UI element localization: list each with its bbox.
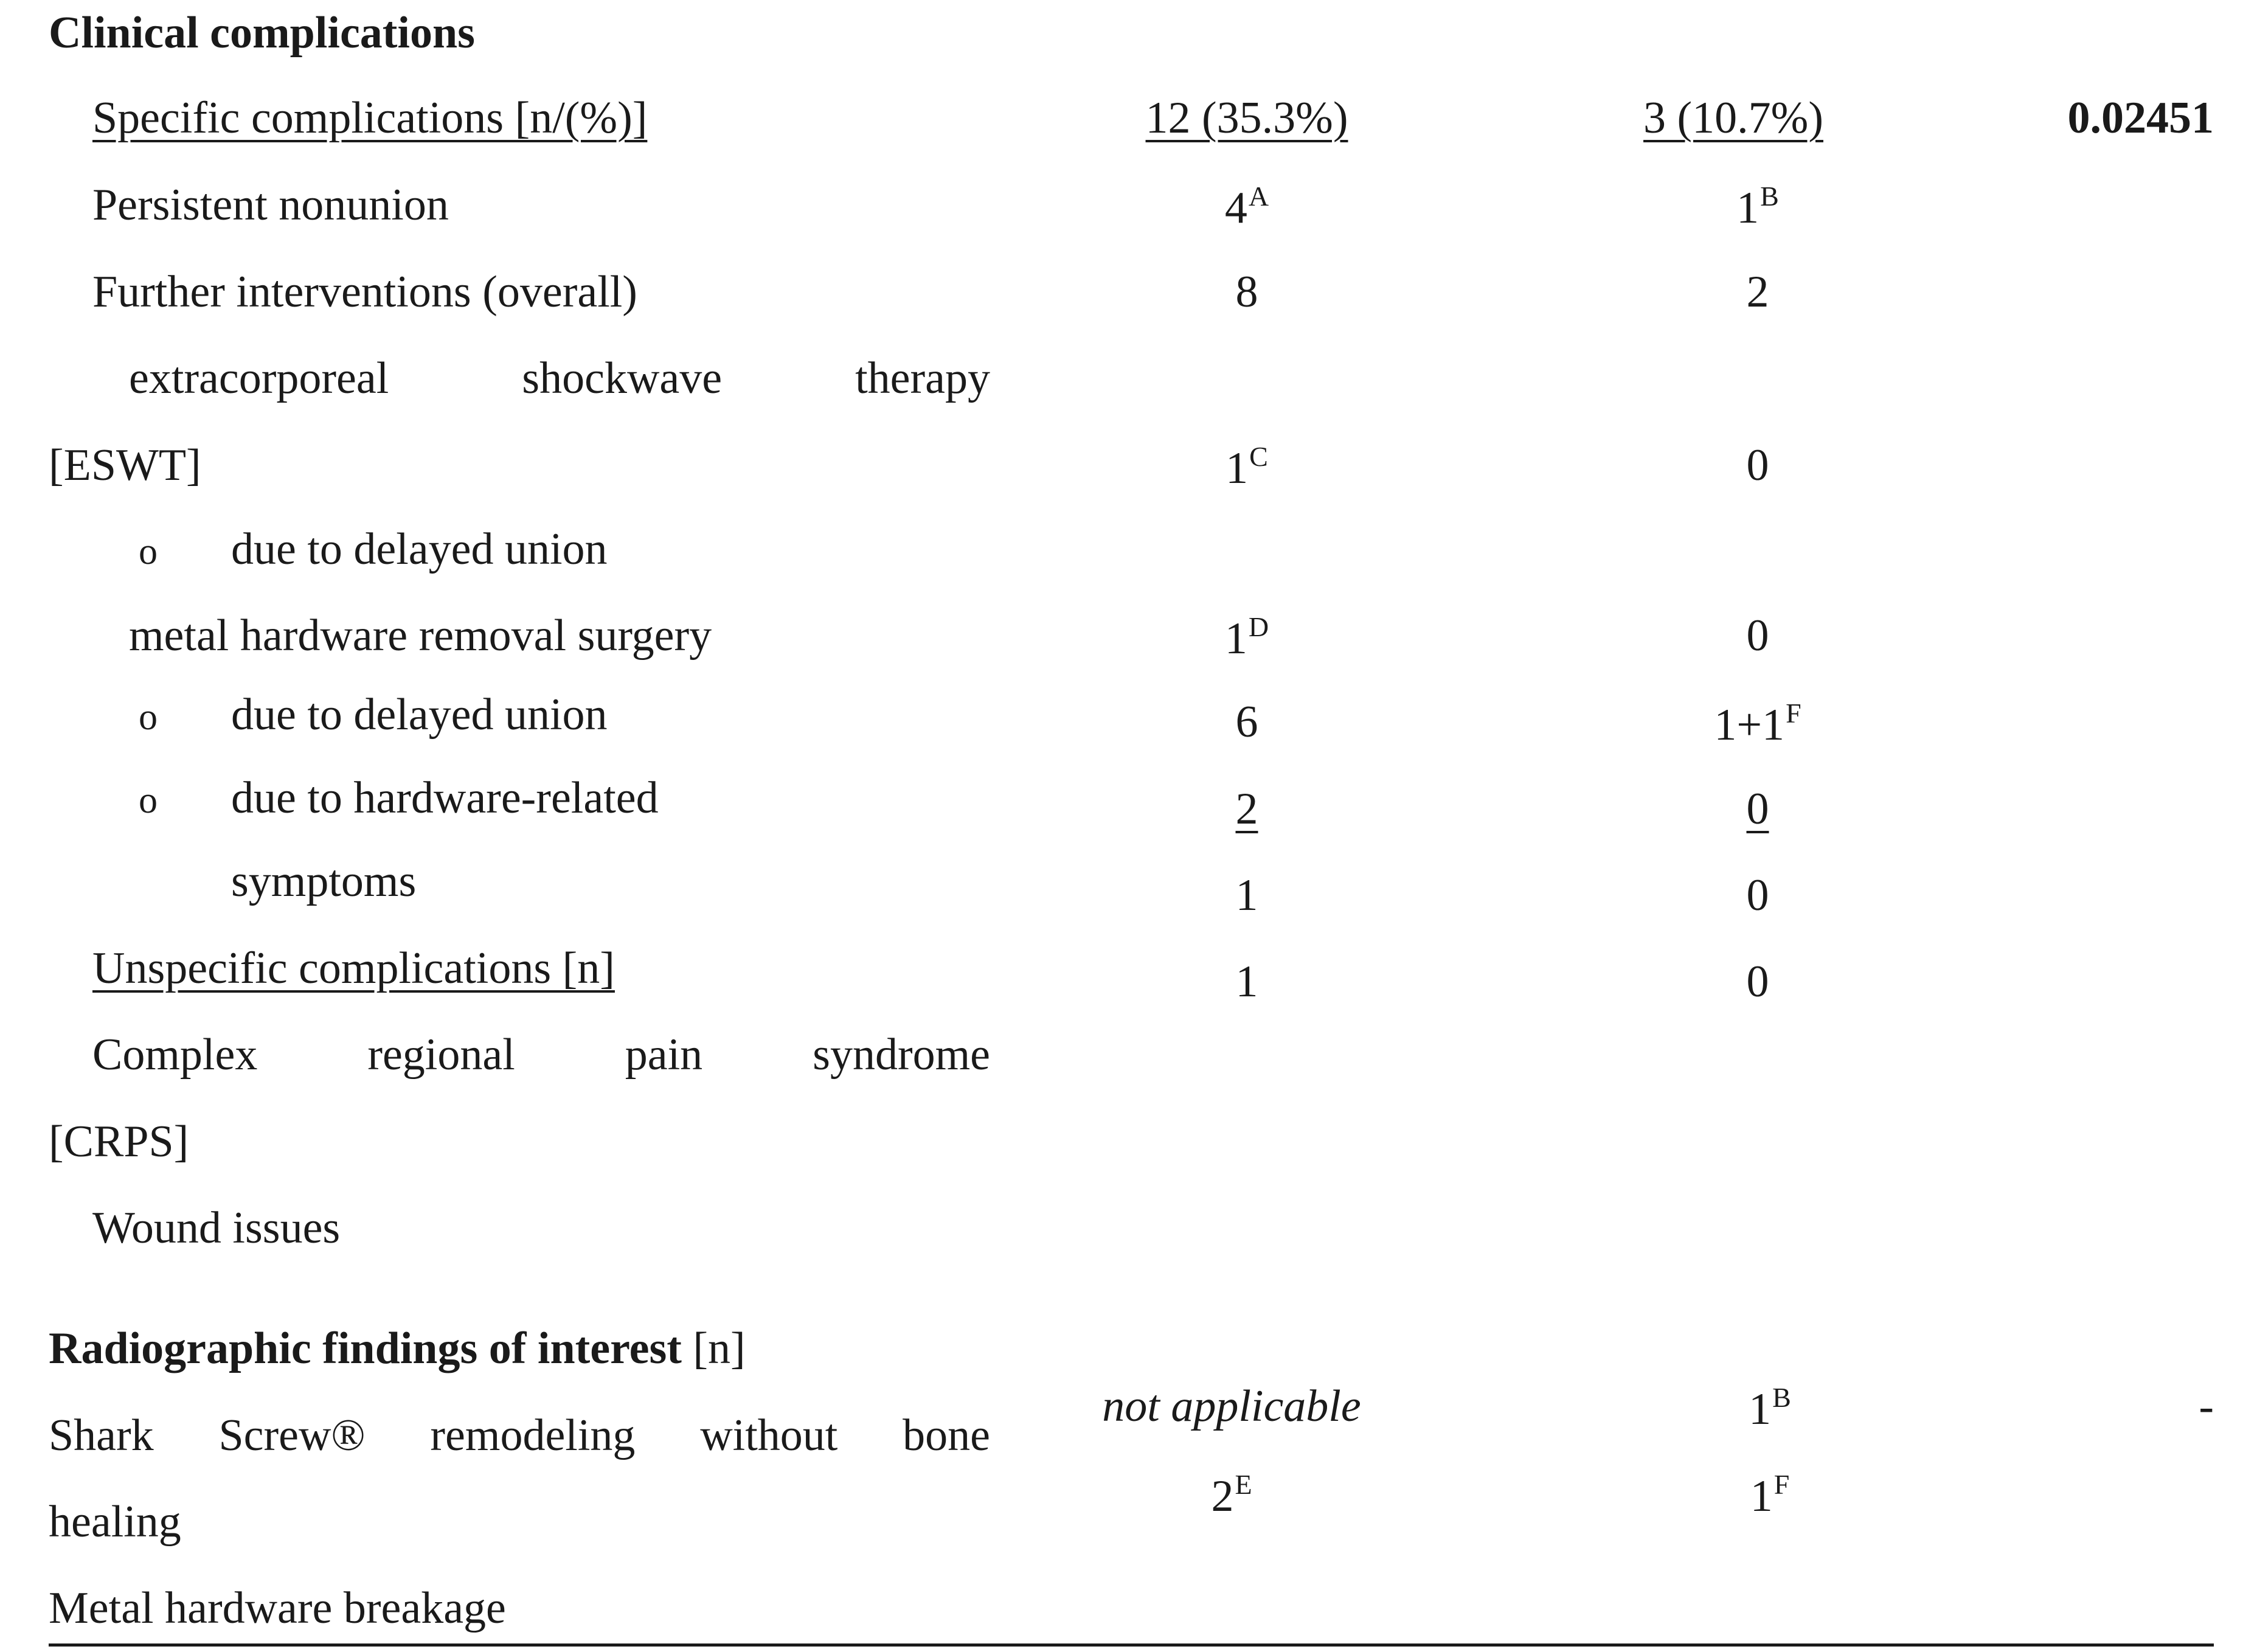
cell-hw-symptoms-col1-b: 1 [1235,870,1258,920]
footnote-marker: A [1248,181,1269,212]
footnote-marker: D [1248,611,1269,642]
row-label-hardware-removal: metal hardware removal surgery [129,611,712,661]
table-bottom-rule [49,1643,2214,1647]
row-label-specific-complications: Specific complications [n/(%)] [92,93,648,143]
row-label-wound-issues: Wound issues [92,1203,341,1253]
footnote-marker: F [1773,1469,1790,1500]
bullet-marker: o [139,696,158,738]
cell-specific-pvalue: 0.02451 [2067,93,2214,143]
cell-unspecific-col1: 1 [1235,957,1258,1007]
row-label-crps-cont: [CRPS] [49,1117,189,1167]
row-label-hw-delayed-union: due to delayed union [231,690,608,740]
cell-shark-col2: $1^B$ [1749,1382,1791,1434]
cell-shark-pvalue: - [2199,1381,2214,1431]
cell-hardware-removal-col1: $1^D$ [1224,611,1269,664]
cell-further-col1: 8 [1235,267,1258,317]
row-label-shark-screw-cont: healing [49,1497,181,1547]
row-label-hw-symptoms: due to hardware-related [231,773,659,823]
section-heading-radiographic: Radiographic findings of interest [n] [49,1324,746,1373]
footnote-marker: F [1786,698,1801,729]
footnote-marker: C [1249,441,1268,472]
bullet-marker: o [139,531,158,572]
cell-nonunion-col2: $1^B$ [1736,181,1779,233]
cell-hw-symptoms-col2: 0 [1746,784,1769,834]
cell-specific-col1: 12 (35.3%) [1145,93,1348,143]
cell-hw-symptoms-col2-b: 0 [1746,870,1769,920]
cell-nonunion-col1: $4^A$ [1224,181,1269,233]
footnote-marker: B [1772,1382,1791,1413]
cell-shark-b-col2: $1^F$ [1750,1469,1790,1521]
bullet-marker: o [139,780,158,821]
row-label-shark-screw: Shark Screw® remodeling without bone [49,1411,990,1460]
row-label-eswt-delayed-union: due to delayed union [231,524,608,574]
cell-further-col2: 2 [1746,267,1769,317]
row-label-hardware-breakage: Metal hardware breakage [49,1583,506,1633]
row-label-unspecific-complications: Unspecific complications [n] [92,943,615,993]
section-heading-clinical: Clinical complications [49,8,475,58]
row-label-eswt: extracorporeal shockwave therapy [129,353,990,403]
row-label-hw-symptoms-cont: symptoms [231,856,417,906]
row-label-persistent-nonunion: Persistent nonunion [92,180,449,230]
footnote-marker: B [1760,181,1779,212]
row-label-crps: Complex regional pain syndrome [92,1030,990,1080]
row-label-eswt-cont: [ESWT] [49,440,201,490]
cell-shark-col1: not applicable [1102,1381,1361,1431]
cell-eswt-col2: 0 [1746,440,1769,490]
cell-hw-delayed-col1: 6 [1235,697,1258,747]
cell-shark-b-col1: $2^E$ [1211,1469,1252,1521]
footnote-marker: E [1235,1469,1252,1500]
cell-unspecific-col2: 0 [1746,957,1769,1007]
cell-eswt-col1: $1^C$ [1226,441,1268,493]
cell-hw-symptoms-col1: 2 [1235,784,1258,834]
cell-hw-delayed-col2: $1+1^F$ [1714,698,1801,750]
row-label-further-interventions: Further interventions (overall) [92,267,637,317]
cell-specific-col2: 3 (10.7%) [1643,93,1823,143]
cell-hardware-removal-col2: 0 [1746,611,1769,661]
